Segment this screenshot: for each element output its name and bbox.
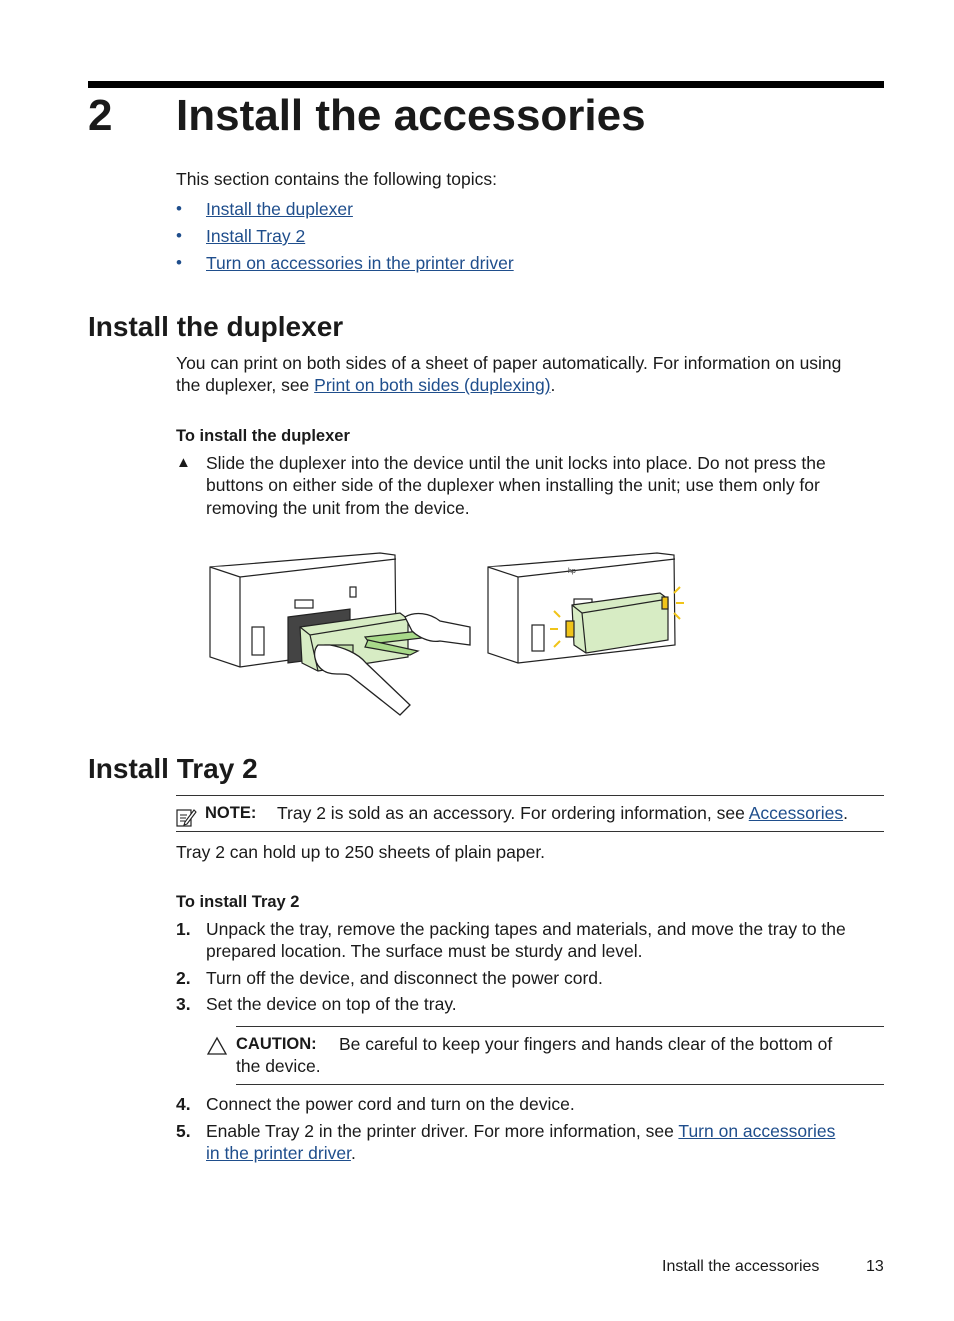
duplexer-step-line2: buttons on either side of the duplexer when installing the unit; use them only for bbox=[206, 475, 820, 495]
step-5-prefix: Enable Tray 2 in the printer driver. For more information, see bbox=[206, 1121, 679, 1141]
driver-link[interactable]: Turn on accessories bbox=[678, 1121, 836, 1141]
note-suffix: . bbox=[843, 803, 848, 823]
bullet: • bbox=[176, 199, 182, 218]
step-number: 4. bbox=[176, 1094, 191, 1114]
step-5-suffix: . bbox=[350, 1143, 356, 1163]
step-5-line1 bbox=[206, 1120, 835, 1142]
step-4-text: Connect the power cord and turn on the device. bbox=[206, 1094, 575, 1114]
bullet: • bbox=[176, 226, 182, 245]
step-1-line1: Unpack the tray, remove the packing tapes and materials, and move the tray to the bbox=[206, 919, 846, 939]
note-text bbox=[277, 802, 848, 824]
footer-section-title: Install the accessories bbox=[662, 1258, 820, 1275]
duplexer-insert-illustration bbox=[200, 545, 475, 720]
caution-triangle-icon bbox=[206, 1036, 228, 1056]
topic-link-duplexer[interactable]: Install the duplexer bbox=[206, 199, 353, 219]
duplexer-body-suffix: . bbox=[550, 375, 556, 395]
duplexer-step-line3: removing the unit from the device. bbox=[206, 498, 470, 518]
note-body: Tray 2 is sold as an accessory. For ordering information, see bbox=[277, 803, 749, 823]
tray2-heading: Install Tray 2 bbox=[88, 753, 258, 784]
step-number: 3. bbox=[176, 994, 191, 1014]
duplexer-body-line1: You can print on both sides of a sheet of paper automatically. For information on using bbox=[176, 353, 842, 373]
caution-bottom-rule bbox=[236, 1084, 884, 1085]
note-top-rule bbox=[176, 795, 884, 796]
duplexer-body-line2 bbox=[176, 374, 555, 396]
duplexer-procedure-heading: To install the duplexer bbox=[176, 427, 350, 445]
duplexing-link[interactable]: Print on both sides (duplexing) bbox=[314, 375, 551, 395]
duplexer-step-line1: Slide the duplexer into the device until the unit locks into place. Do not press the bbox=[206, 453, 826, 473]
intro-text: This section contains the following topics: bbox=[176, 169, 497, 189]
duplexer-heading: Install the duplexer bbox=[88, 311, 344, 342]
chapter-title: Install the accessories bbox=[176, 91, 646, 140]
step-number: 2. bbox=[176, 968, 191, 988]
duplexer-installed-illustration bbox=[482, 545, 692, 670]
step-number: 5. bbox=[176, 1121, 191, 1141]
tray2-procedure-heading: To install Tray 2 bbox=[176, 893, 300, 911]
svg-text:hp: hp bbox=[568, 568, 576, 575]
caution-line1: Be careful to keep your fingers and hands clear of the bottom of bbox=[339, 1034, 833, 1054]
step-5-line2 bbox=[206, 1142, 356, 1164]
bullet: • bbox=[176, 253, 182, 272]
step-number: 1. bbox=[176, 919, 191, 939]
step-3-text: Set the device on top of the tray. bbox=[206, 994, 457, 1014]
topic-link-tray2[interactable]: Install Tray 2 bbox=[206, 226, 306, 246]
tray2-capacity: Tray 2 can hold up to 250 sheets of plain paper. bbox=[176, 842, 546, 862]
step-1-line2: prepared location. The surface must be sturdy and level. bbox=[206, 941, 643, 961]
accessories-link[interactable]: Accessories bbox=[748, 803, 844, 823]
driver-link-continued[interactable]: in the printer driver bbox=[206, 1143, 351, 1163]
step-2-text: Turn off the device, and disconnect the power cord. bbox=[206, 968, 603, 988]
note-pencil-icon bbox=[175, 806, 197, 828]
caution-label: CAUTION: bbox=[236, 1035, 317, 1053]
caution-line2: the device. bbox=[236, 1056, 321, 1076]
caution-top-rule bbox=[236, 1026, 884, 1027]
topic-link-driver[interactable]: Turn on accessories in the printer driver bbox=[206, 253, 514, 273]
duplexer-body-prefix: the duplexer, see bbox=[176, 375, 315, 395]
page-number: 13 bbox=[866, 1258, 884, 1275]
note-label: NOTE: bbox=[205, 804, 257, 822]
chapter-rule bbox=[88, 81, 884, 88]
step-triangle-icon: ▲ bbox=[176, 454, 191, 471]
chapter-number: 2 bbox=[88, 91, 113, 140]
note-bottom-rule bbox=[176, 831, 884, 832]
